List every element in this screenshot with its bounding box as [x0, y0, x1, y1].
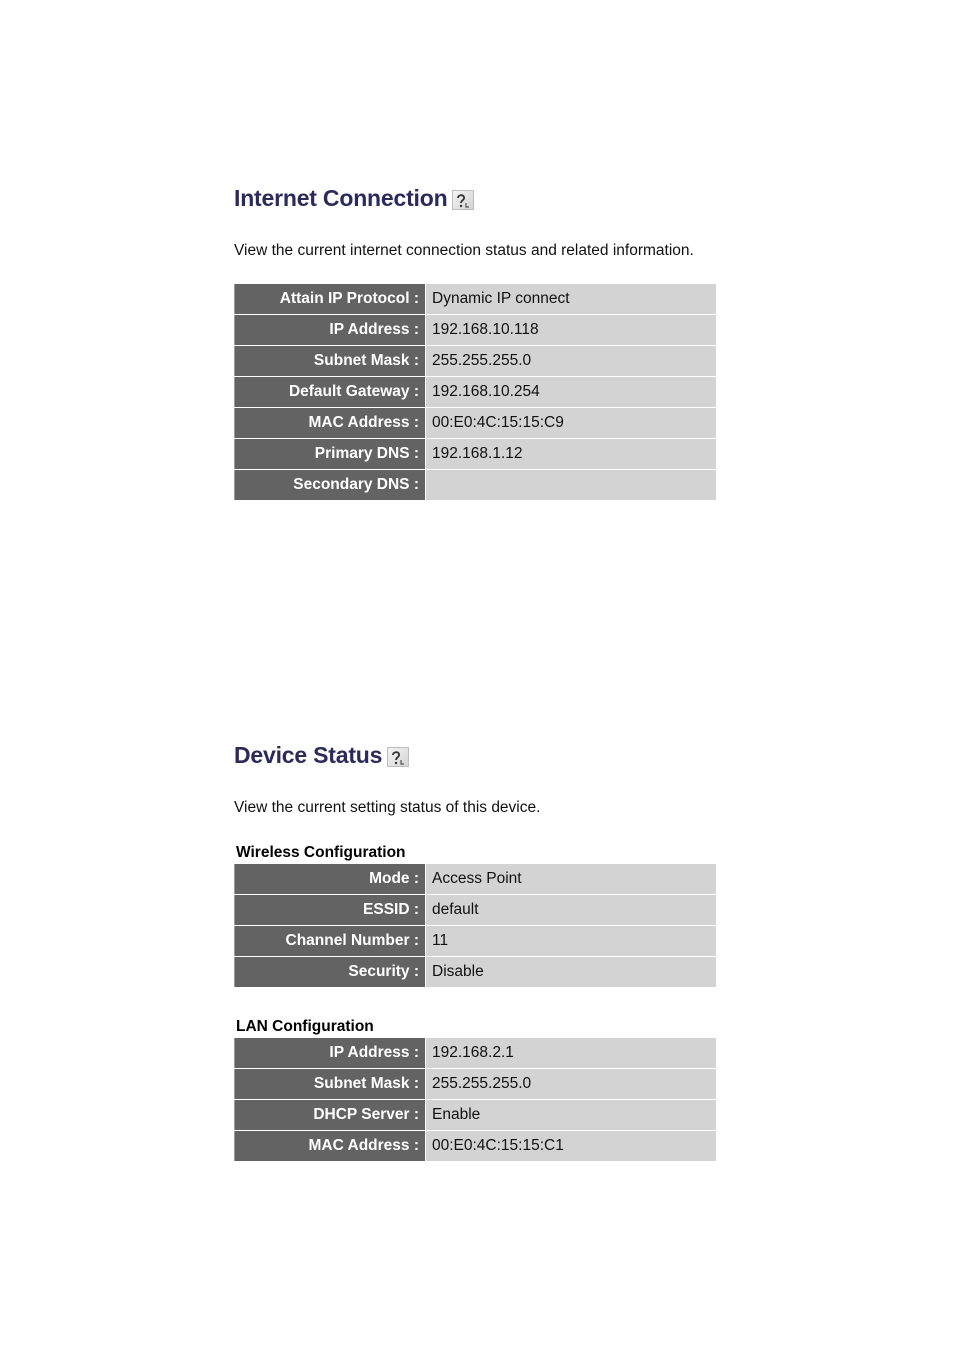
help-icon[interactable]: [452, 190, 474, 210]
device-status-title: Device Status: [234, 741, 383, 768]
row-value: 192.168.10.254: [426, 377, 716, 407]
lan-configuration-label: LAN Configuration: [236, 1018, 374, 1035]
row-label: Primary DNS :: [234, 439, 426, 469]
row-value: default: [426, 895, 716, 925]
device-status-title-row: [234, 740, 716, 770]
internet-connection-table: [234, 283, 716, 501]
row-label: Secondary DNS :: [234, 470, 426, 500]
row-value: 00:E0:4C:15:15:C9: [426, 408, 716, 438]
row-label: Channel Number :: [234, 926, 426, 956]
internet-connection-title-row: [234, 183, 716, 213]
row-label: Attain IP Protocol :: [234, 284, 426, 314]
row-label: MAC Address :: [234, 1131, 426, 1161]
row-value: 192.168.10.118: [426, 315, 716, 345]
wireless-configuration-table: [234, 863, 716, 988]
help-icon[interactable]: [387, 747, 409, 767]
row-value: Enable: [426, 1100, 716, 1130]
row-value: 11: [426, 926, 716, 956]
table-row: [234, 315, 716, 345]
row-label: DHCP Server :: [234, 1100, 426, 1130]
row-value: 00:E0:4C:15:15:C1: [426, 1131, 716, 1161]
row-value: [426, 470, 716, 500]
row-value: 255.255.255.0: [426, 346, 716, 376]
table-row: [234, 957, 716, 987]
table-row: [234, 864, 716, 894]
row-value: Access Point: [426, 864, 716, 894]
row-value: 192.168.2.1: [426, 1038, 716, 1068]
internet-connection-section: [234, 183, 716, 493]
row-value: Disable: [426, 957, 716, 987]
table-row: [234, 1100, 716, 1130]
wireless-configuration-label: Wireless Configuration: [236, 844, 406, 861]
table-row: [234, 439, 716, 469]
row-value: 192.168.1.12: [426, 439, 716, 469]
table-row: [234, 1038, 716, 1068]
table-row: [234, 1131, 716, 1161]
lan-configuration-table: [234, 1037, 716, 1162]
table-row: [234, 284, 716, 314]
table-row: [234, 408, 716, 438]
row-label: Security :: [234, 957, 426, 987]
row-label: Default Gateway :: [234, 377, 426, 407]
row-label: Mode :: [234, 864, 426, 894]
table-row: [234, 377, 716, 407]
device-status-section: [234, 740, 716, 1154]
row-label: Subnet Mask :: [234, 346, 426, 376]
table-row: [234, 1069, 716, 1099]
row-label: IP Address :: [234, 315, 426, 345]
internet-connection-description: View the current internet connection status and related information.: [234, 242, 694, 259]
row-label: ESSID :: [234, 895, 426, 925]
row-value: 255.255.255.0: [426, 1069, 716, 1099]
table-row: [234, 895, 716, 925]
device-status-description: View the current setting status of this device.: [234, 799, 541, 816]
table-row: [234, 470, 716, 500]
row-label: IP Address :: [234, 1038, 426, 1068]
table-row: [234, 346, 716, 376]
row-label: MAC Address :: [234, 408, 426, 438]
row-value: Dynamic IP connect: [426, 284, 716, 314]
internet-connection-title: Internet Connection: [234, 184, 448, 211]
row-label: Subnet Mask :: [234, 1069, 426, 1099]
table-row: [234, 926, 716, 956]
